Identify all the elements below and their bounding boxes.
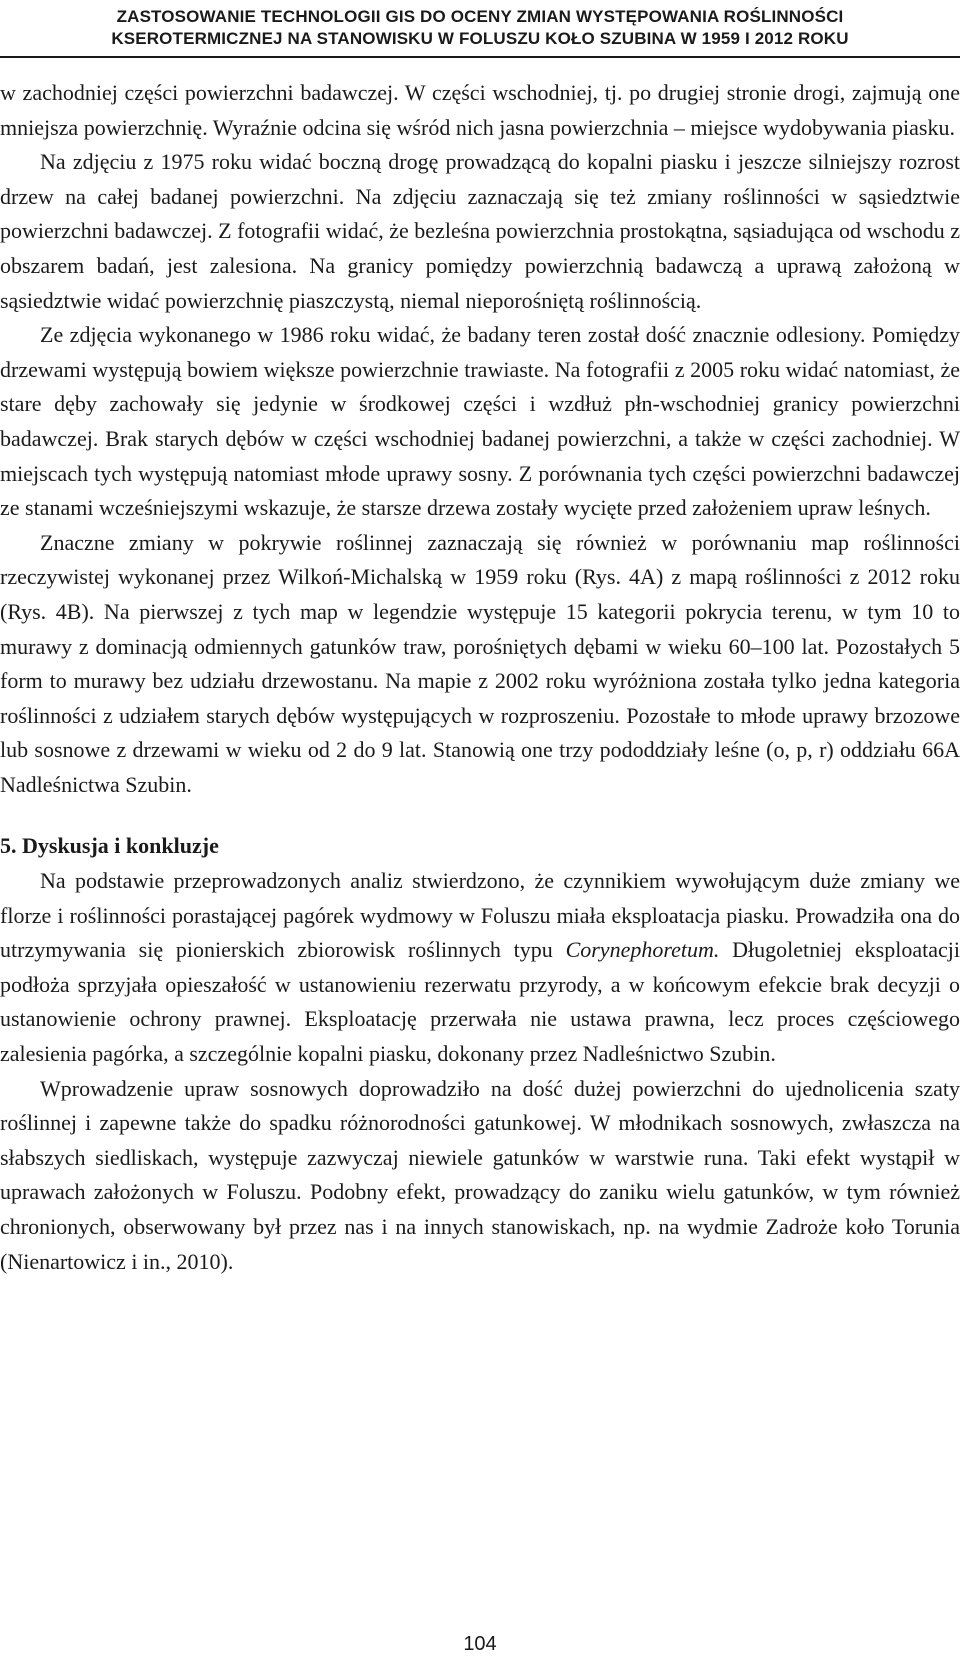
body-text xyxy=(0,76,960,1279)
running-header xyxy=(0,6,960,50)
paragraph-photo-1986-2005: Ze zdjęcia wykonanego w 1986 roku widać, że badany teren został dość znacznie odlesiony. Pomiędzy drzewami występują bowiem większe powierzchnie trawiaste. Na fotografii z 2005 roku widać natomiast, że stare dęby zachowały się jedynie w środkowej części i wzdłuż płn-wschodniej granicy powierzchni badawczej. Brak starych dębów w części wschodniej badanej powierzchni, a także w części zachodniej. W miejscach tych występują natomiast młode uprawy sosny. Z porównania tych części powierzchni badawczej ze stanami wcześniejszymi wskazuje, że starsze drzewa zostały wycięte przed założeniem upraw leśnych. xyxy=(0,322,960,521)
running-header-line-1: ZASTOSOWANIE TECHNOLOGII GIS DO OCENY ZMIAN WYSTĘPOWANIA ROŚLINNOŚCI xyxy=(116,7,844,26)
species-name-italic: Corynephoretum. xyxy=(565,937,720,963)
paragraph-discussion-1 xyxy=(0,864,960,1072)
page-number: 104 xyxy=(463,1633,497,1655)
paragraph-continued: w zachodniej części powierzchni badawczej. W części wschodniej, tj. po drugiej stronie drogi, zajmują one mniejsza powierzchnię. Wyraźnie odcina się wśród nich jasna powierzchnia – miejsce wydobywania piasku. xyxy=(0,80,960,140)
paragraph-map-comparison: Znaczne zmiany w pokrywie roślinnej zaznaczają się również w porównaniu map roślinności rzeczywistej wykonanej przez Wilkoń-Michalską w 1959 roku (Rys. 4A) z mapą roślinności z 2012 roku (Rys. 4B). Na pierwszej z tych map w legendzie występuje 15 kategorii pokrycia terenu, w tym 10 to murawy z dominacją odmiennych gatunków traw, porośniętych dębami w wieku 60–100 lat. Pozostałych 5 form to murawy bez udziału drzewostanu. Na mapie z 2002 roku wyróżniona została tylko jedna kategoria roślinności z udziałem starych dębów występujących w rozproszeniu. Pozostałe to młode uprawy brzozowe lub sosnowe z drzewami w wieku od 2 do 9 lat. Stanowią one trzy pododdziały leśne (o, p, r) oddziału 66A Nadleśnictwa Szubin. xyxy=(0,529,960,797)
paragraph-photo-1975: Na zdjęciu z 1975 roku widać boczną drogę prowadzącą do kopalni piasku i jeszcze silniejszy rozrost drzew na całej badanej powierzchni. Na zdjęciu zaznaczają się też zmiany roślinności w sąsiedztwie powierzchni badawczej. Z fotografii widać, że bezleśna powierzchnia prostokątna, sąsiadująca od wschodu z obszarem badań, jest zalesiona. Na granicy pomiędzy powierzchnią badawczą a uprawą założoną w sąsiedztwie widać powierzchnię piaszczystą, niemal nieporośniętą roślinnością. xyxy=(0,149,960,313)
discussion-text-part-2: Długoletniej eksploatacji podłoża sprzyjała opieszałość w ustanowieniu rezerwatu przyrody, a w końcowym efekcie brak decyzji o ustanowienie ochrony prawnej. Eksploatację przerwała nie ustawa prawna, lecz proces częściowego zalesienia pagórka, a szczególnie kopalni piasku, dokonany przez Nadleśnictwo Szubin. xyxy=(0,937,960,1067)
header-divider xyxy=(0,56,960,58)
paragraph-discussion-2: Wprowadzenie upraw sosnowych doprowadziło na dość dużej powierzchni do ujednolicenia szaty roślinnej i zapewne także do spadku różnorodności gatunkowej. W młodnikach sosnowych, zwłaszcza na słabszych siedliskach, występuje zazwyczaj niewiele gatunków w warstwie runa. Taki efekt wystąpił w uprawach założonych w Foluszu. Podobny efekt, prowadzący do zaniku wielu gatunków, w tym również chronionych, obserwowany był przez nas i na innych stanowiskach, np. na wydmie Zadroże koło Torunia (Nienartowicz i in., 2010). xyxy=(0,1075,960,1274)
section-heading: 5. Dyskusja i konkluzje xyxy=(0,833,219,859)
running-header-line-2: KSEROTERMICZNEJ NA STANOWISKU W FOLUSZU KOŁO SZUBINA W 1959 I 2012 ROKU xyxy=(111,29,849,48)
discussion-text-part-1: Na podstawie przeprowadzonych analiz stwierdzono, że czynnikiem wywołującym duże zmiany we florze i roślinności porastającej pagórek wydmowy w Foluszu miała eksploatacja piasku. Prowadziła ona do utrzymywania się pionierskich zbiorowisk roślinnych typu xyxy=(0,868,960,963)
